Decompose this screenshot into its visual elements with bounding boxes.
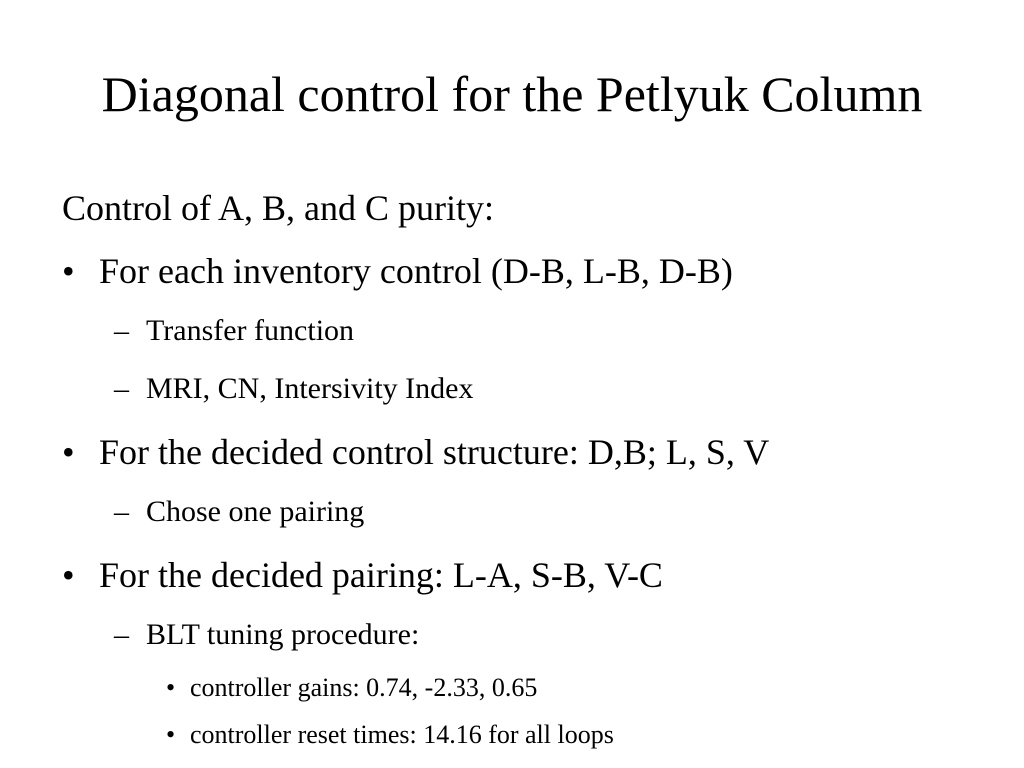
dash-marker: – <box>114 314 129 347</box>
sub-sub-bullet-item <box>166 719 966 751</box>
intro-text: Control of A, B, and C purity: <box>62 188 494 228</box>
sub-sub-bullet-text: controller gains: 0.74, -2.33, 0.65 <box>190 673 538 702</box>
sub-bullet-item <box>114 371 914 407</box>
bullet-marker: • <box>62 251 75 291</box>
bullet-marker: • <box>62 555 75 595</box>
sub-sub-bullet-item <box>166 672 966 704</box>
slide-title: Diagonal control for the Petlyuk Column <box>101 66 923 122</box>
bullet-text: For each inventory control (D-B, L-B, D-B) <box>99 251 733 291</box>
bullet-marker: • <box>166 720 176 749</box>
bullet-item <box>62 250 962 292</box>
sub-bullet-text: Transfer function <box>146 314 355 347</box>
bullet-text: For the decided control structure: D,B; L, S, V <box>99 432 770 472</box>
dash-marker: – <box>114 495 129 528</box>
bullet-marker: • <box>166 673 176 702</box>
sub-bullet-item <box>114 313 914 349</box>
bullet-marker: • <box>62 432 75 472</box>
bullet-text: For the decided pairing: L-A, S-B, V-C <box>99 555 663 595</box>
sub-bullet-text: Chose one pairing <box>146 495 365 528</box>
bullet-item <box>62 431 982 473</box>
sub-bullet-item <box>114 494 914 530</box>
sub-sub-bullet-text: controller reset times: 14.16 for all loops <box>190 720 614 749</box>
sub-bullet-text: MRI, CN, Intersivity Index <box>146 372 474 405</box>
dash-marker: – <box>114 372 129 405</box>
bullet-item <box>62 554 962 596</box>
sub-bullet-text: BLT tuning procedure: <box>146 618 420 651</box>
dash-marker: – <box>114 618 129 651</box>
intro-line <box>62 187 494 229</box>
sub-bullet-item <box>114 617 914 653</box>
